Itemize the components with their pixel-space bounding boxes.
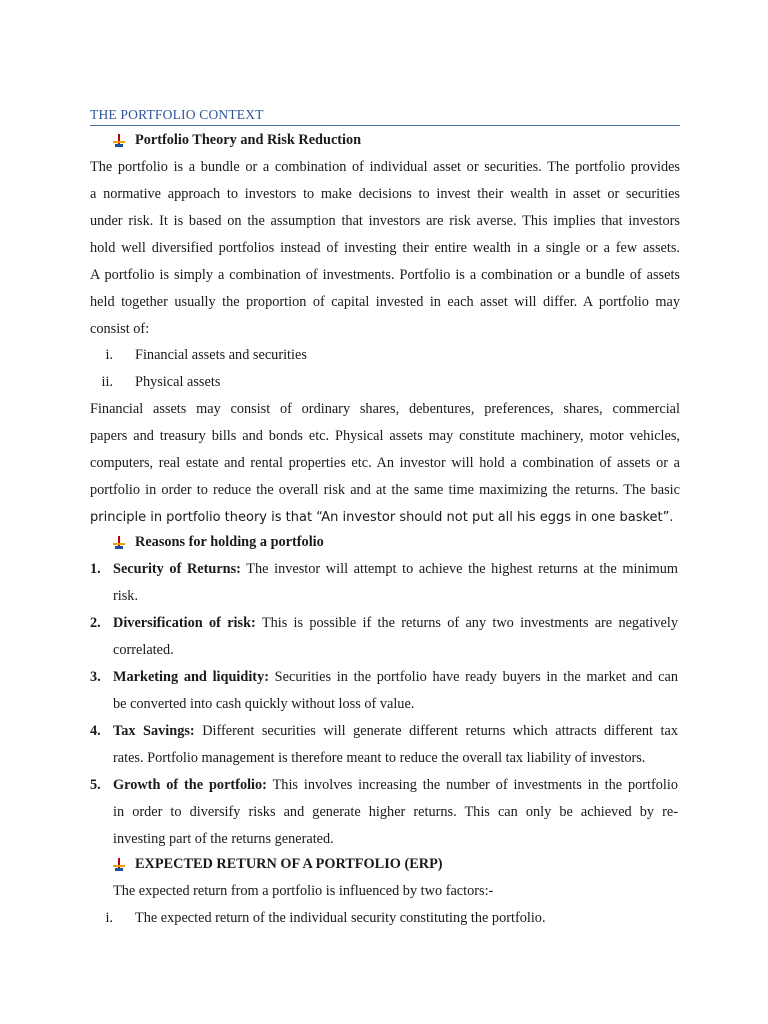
subheading-reasons xyxy=(113,529,324,556)
list-item-text: The investor will attempt to achieve the highest returns at the minimum xyxy=(240,561,678,577)
list-number: 5. xyxy=(90,777,101,793)
paragraph-line: A portfolio is simply a combination of investments. Portfolio is a combination or a bundle of assets xyxy=(90,267,680,283)
paragraph-line: a normative approach to investors to make decisions to invest their wealth in asset or securities xyxy=(90,186,680,202)
list-item-continuation: investing part of the returns generated. xyxy=(113,831,334,847)
list-item: Financial assets and securities xyxy=(135,347,307,363)
list-number: 3. xyxy=(90,669,101,685)
list-item-continuation: correlated. xyxy=(113,642,174,658)
list-item xyxy=(113,772,678,799)
list-item-continuation: risk. xyxy=(113,588,139,604)
list-item-text: This involves increasing the number of investments in the portfolio xyxy=(266,777,678,793)
list-number: 2. xyxy=(90,615,101,631)
list-item xyxy=(113,664,678,691)
list-item-term: Tax Savings: xyxy=(113,723,195,739)
list-item xyxy=(113,610,678,637)
subheading-label: Reasons for holding a portfolio xyxy=(135,534,324,550)
bullet-arrow-icon xyxy=(113,536,125,550)
list-item-term: Growth of the portfolio: xyxy=(113,777,267,793)
list-item-text: Different securities will generate different returns which attracts different tax xyxy=(194,723,678,739)
paragraph-line: portfolio in order to reduce the overall risk and at the same time maximizing the returns. The basic xyxy=(90,482,680,498)
list-item xyxy=(113,718,678,745)
list-item-continuation: be converted into cash quickly without loss of value. xyxy=(113,696,415,712)
paragraph-line: The expected return from a portfolio is influenced by two factors:- xyxy=(113,883,494,899)
section-heading: THE PORTFOLIO CONTEXT xyxy=(90,107,264,122)
subheading-label: Portfolio Theory and Risk Reduction xyxy=(135,132,362,148)
paragraph-line: held together usually the proportion of capital invested in each asset will differ. A portfolio may xyxy=(90,294,680,310)
list-marker: i. xyxy=(105,347,113,363)
paragraph-line-quote: principle in portfolio theory is that “An investor should not put all his eggs in one basket”. xyxy=(90,510,674,525)
paragraph-line: under risk. It is based on the assumption that investors are risk averse. This implies that investors xyxy=(90,213,680,229)
list-number: 1. xyxy=(90,561,101,577)
list-marker: i. xyxy=(105,910,113,926)
paragraph-line: hold well diversified portfolios instead of investing their entire wealth in a single or a few assets. xyxy=(90,240,680,256)
list-number: 4. xyxy=(90,723,101,739)
list-item-text: Securities in the portfolio have ready buyers in the market and can xyxy=(268,669,678,685)
bullet-arrow-icon xyxy=(113,134,125,148)
list-item-text: This is possible if the returns of any two investments are negatively xyxy=(255,615,678,631)
bullet-arrow-icon xyxy=(113,858,125,872)
subheading-label: EXPECTED RETURN OF A PORTFOLIO (ERP) xyxy=(135,856,443,872)
list-item: Physical assets xyxy=(135,374,221,390)
paragraph-line: The portfolio is a bundle or a combination of individual asset or securities. The portfolio provides xyxy=(90,159,680,175)
list-item-continuation: in order to diversify risks and generate higher returns. This can only be achieved by re- xyxy=(113,804,678,820)
list-marker: ii. xyxy=(101,374,113,390)
paragraph-line: Financial assets may consist of ordinary shares, debentures, preferences, shares, commercial xyxy=(90,401,680,417)
list-item-continuation: rates. Portfolio management is therefore meant to reduce the overall tax liability of investors. xyxy=(113,750,646,766)
heading-underline xyxy=(90,125,680,126)
subheading-portfolio-theory xyxy=(113,127,361,154)
list-item: The expected return of the individual security constituting the portfolio. xyxy=(135,910,546,926)
list-item xyxy=(113,556,678,583)
paragraph-line: computers, real estate and rental properties etc. An investor will hold a combination of assets or a xyxy=(90,455,680,471)
paragraph-line: papers and treasury bills and bonds etc. Physical assets may constitute machinery, motor vehicles, xyxy=(90,428,680,444)
paragraph-line: consist of: xyxy=(90,321,150,337)
subheading-expected-return xyxy=(113,851,443,878)
list-item-term: Security of Returns: xyxy=(113,561,241,577)
list-item-term: Marketing and liquidity: xyxy=(113,669,269,685)
list-item-term: Diversification of risk: xyxy=(113,615,256,631)
